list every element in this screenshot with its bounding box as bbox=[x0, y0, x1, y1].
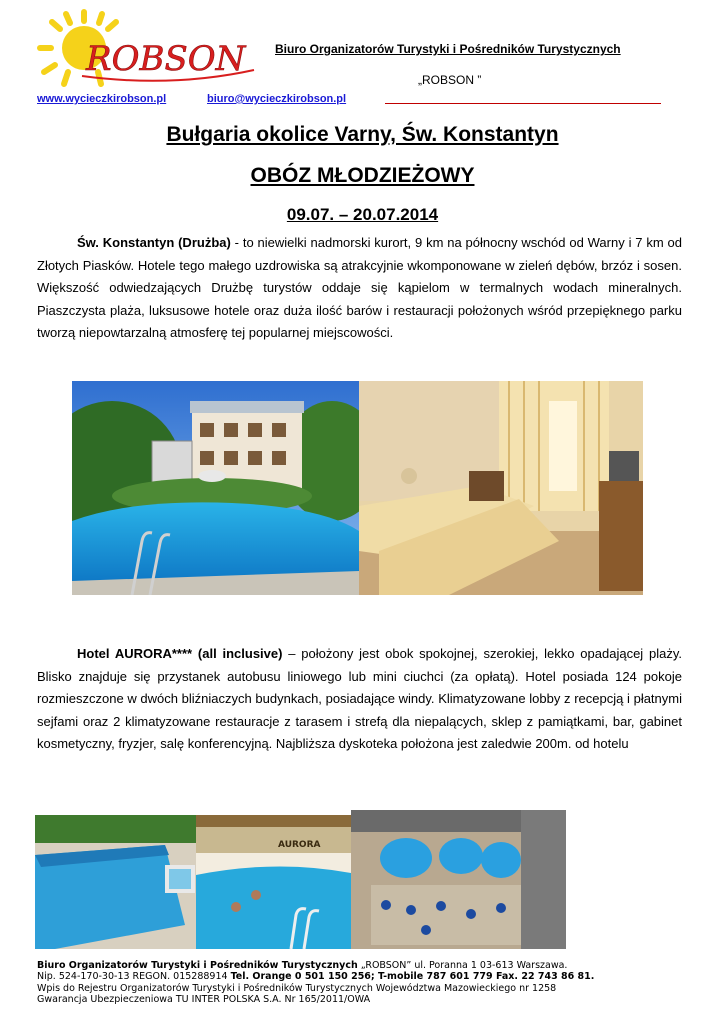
indoor-pool-photo bbox=[196, 815, 351, 949]
footer-line-4: Gwarancja Ubezpieczeniowa TU INTER POLSKA S.A. Nr 165/2011/OWA bbox=[37, 994, 371, 1006]
hotel-room-photo bbox=[359, 381, 643, 595]
hotel-text: – położony jest obok spokojnej, szerokiej, lekko opadającej plaży. Blisko znajduje się przystanek autobusu liniowego lub mini ciuchci (za opłatą). Hotel posiada 124 pokoje rozmieszczone w dwóch bliźniaczych budynkach, posiadające windy. Klimatyzowane lobby z recepcją i płatnymi sejfami oraz 2 klimatyzowane restauracje z tarasem i strefą dla niepalących, sklep z pamiątkami, bar, gabinet kosmetyczny, fryzjer, salę konferencyjną. Najbliższa dyskoteka położona jest zaledwie 200m. od hotelu bbox=[37, 646, 682, 751]
footer-line-3: Wpis do Rejestru Organizatorów Turystyki i Pośredników Turystycznych Województwa Mazowieckiego nr 1258 bbox=[37, 982, 557, 994]
outdoor-pool-photo bbox=[35, 815, 196, 949]
hotel-pool-photo bbox=[72, 381, 359, 595]
hotel-paragraph bbox=[37, 643, 682, 756]
svg-text:AURORA: AURORA bbox=[278, 840, 321, 850]
intro-text: - to niewielki nadmorski kurort, 9 km na północny wschód od Warny i 7 km od Złotych Piasków. Hotele tego małego uzdrowiska są atrakcyjnie wkomponowane w zieleń dębów, brzóz i sosen. Większość odwiedzających Drużbę turystów oddaje się kąpielom w termalnych wodach mineralnych. Piaszczysta plaża, luksusowe hotele oraz duża ilość barów i restauracji położonych wśród przepięknego parku tworzą niepowtarzalną atmosferę tej popularnej miejscowości. bbox=[37, 235, 683, 340]
website-link[interactable]: www.wycieczkirobson.pl bbox=[37, 93, 167, 105]
footer-line-2: Nip. 524-170-30-13 REGON. 015288914 Tel. Orange 0 501 150 256; T-mobile 787 601 779 Fax. 22 743 86 81. bbox=[37, 971, 595, 983]
trip-dates: 09.07. – 20.07.2014 bbox=[286, 205, 439, 224]
hotel-lead: Hotel AURORA**** (all inclusive) bbox=[77, 646, 283, 661]
footer-line-1: Biuro Organizatorów Turystyki i Pośredników Turystycznych „ROBSON” ul. Poranna 1 03-613 Warszawa. bbox=[37, 960, 568, 971]
page-title: Bułgaria okolice Varny, Św. Konstantyn bbox=[166, 123, 559, 146]
email-link[interactable]: biuro@wycieczkirobson.pl bbox=[207, 93, 347, 105]
svg-text:ROBSON: ROBSON bbox=[86, 39, 246, 79]
robson-logo bbox=[22, 8, 262, 90]
page-footer bbox=[37, 960, 594, 1006]
aerial-pool-photo bbox=[351, 810, 566, 949]
header-divider bbox=[385, 103, 661, 104]
org-name-quote: „ROBSON ” bbox=[418, 73, 482, 87]
org-title: Biuro Organizatorów Turystyki i Pośredników Turystycznych bbox=[275, 42, 621, 56]
intro-paragraph bbox=[37, 232, 682, 345]
page-subtitle: OBÓZ MŁODZIEŻOWY bbox=[250, 164, 475, 187]
intro-lead: Św. Konstantyn (Drużba) bbox=[77, 235, 231, 250]
